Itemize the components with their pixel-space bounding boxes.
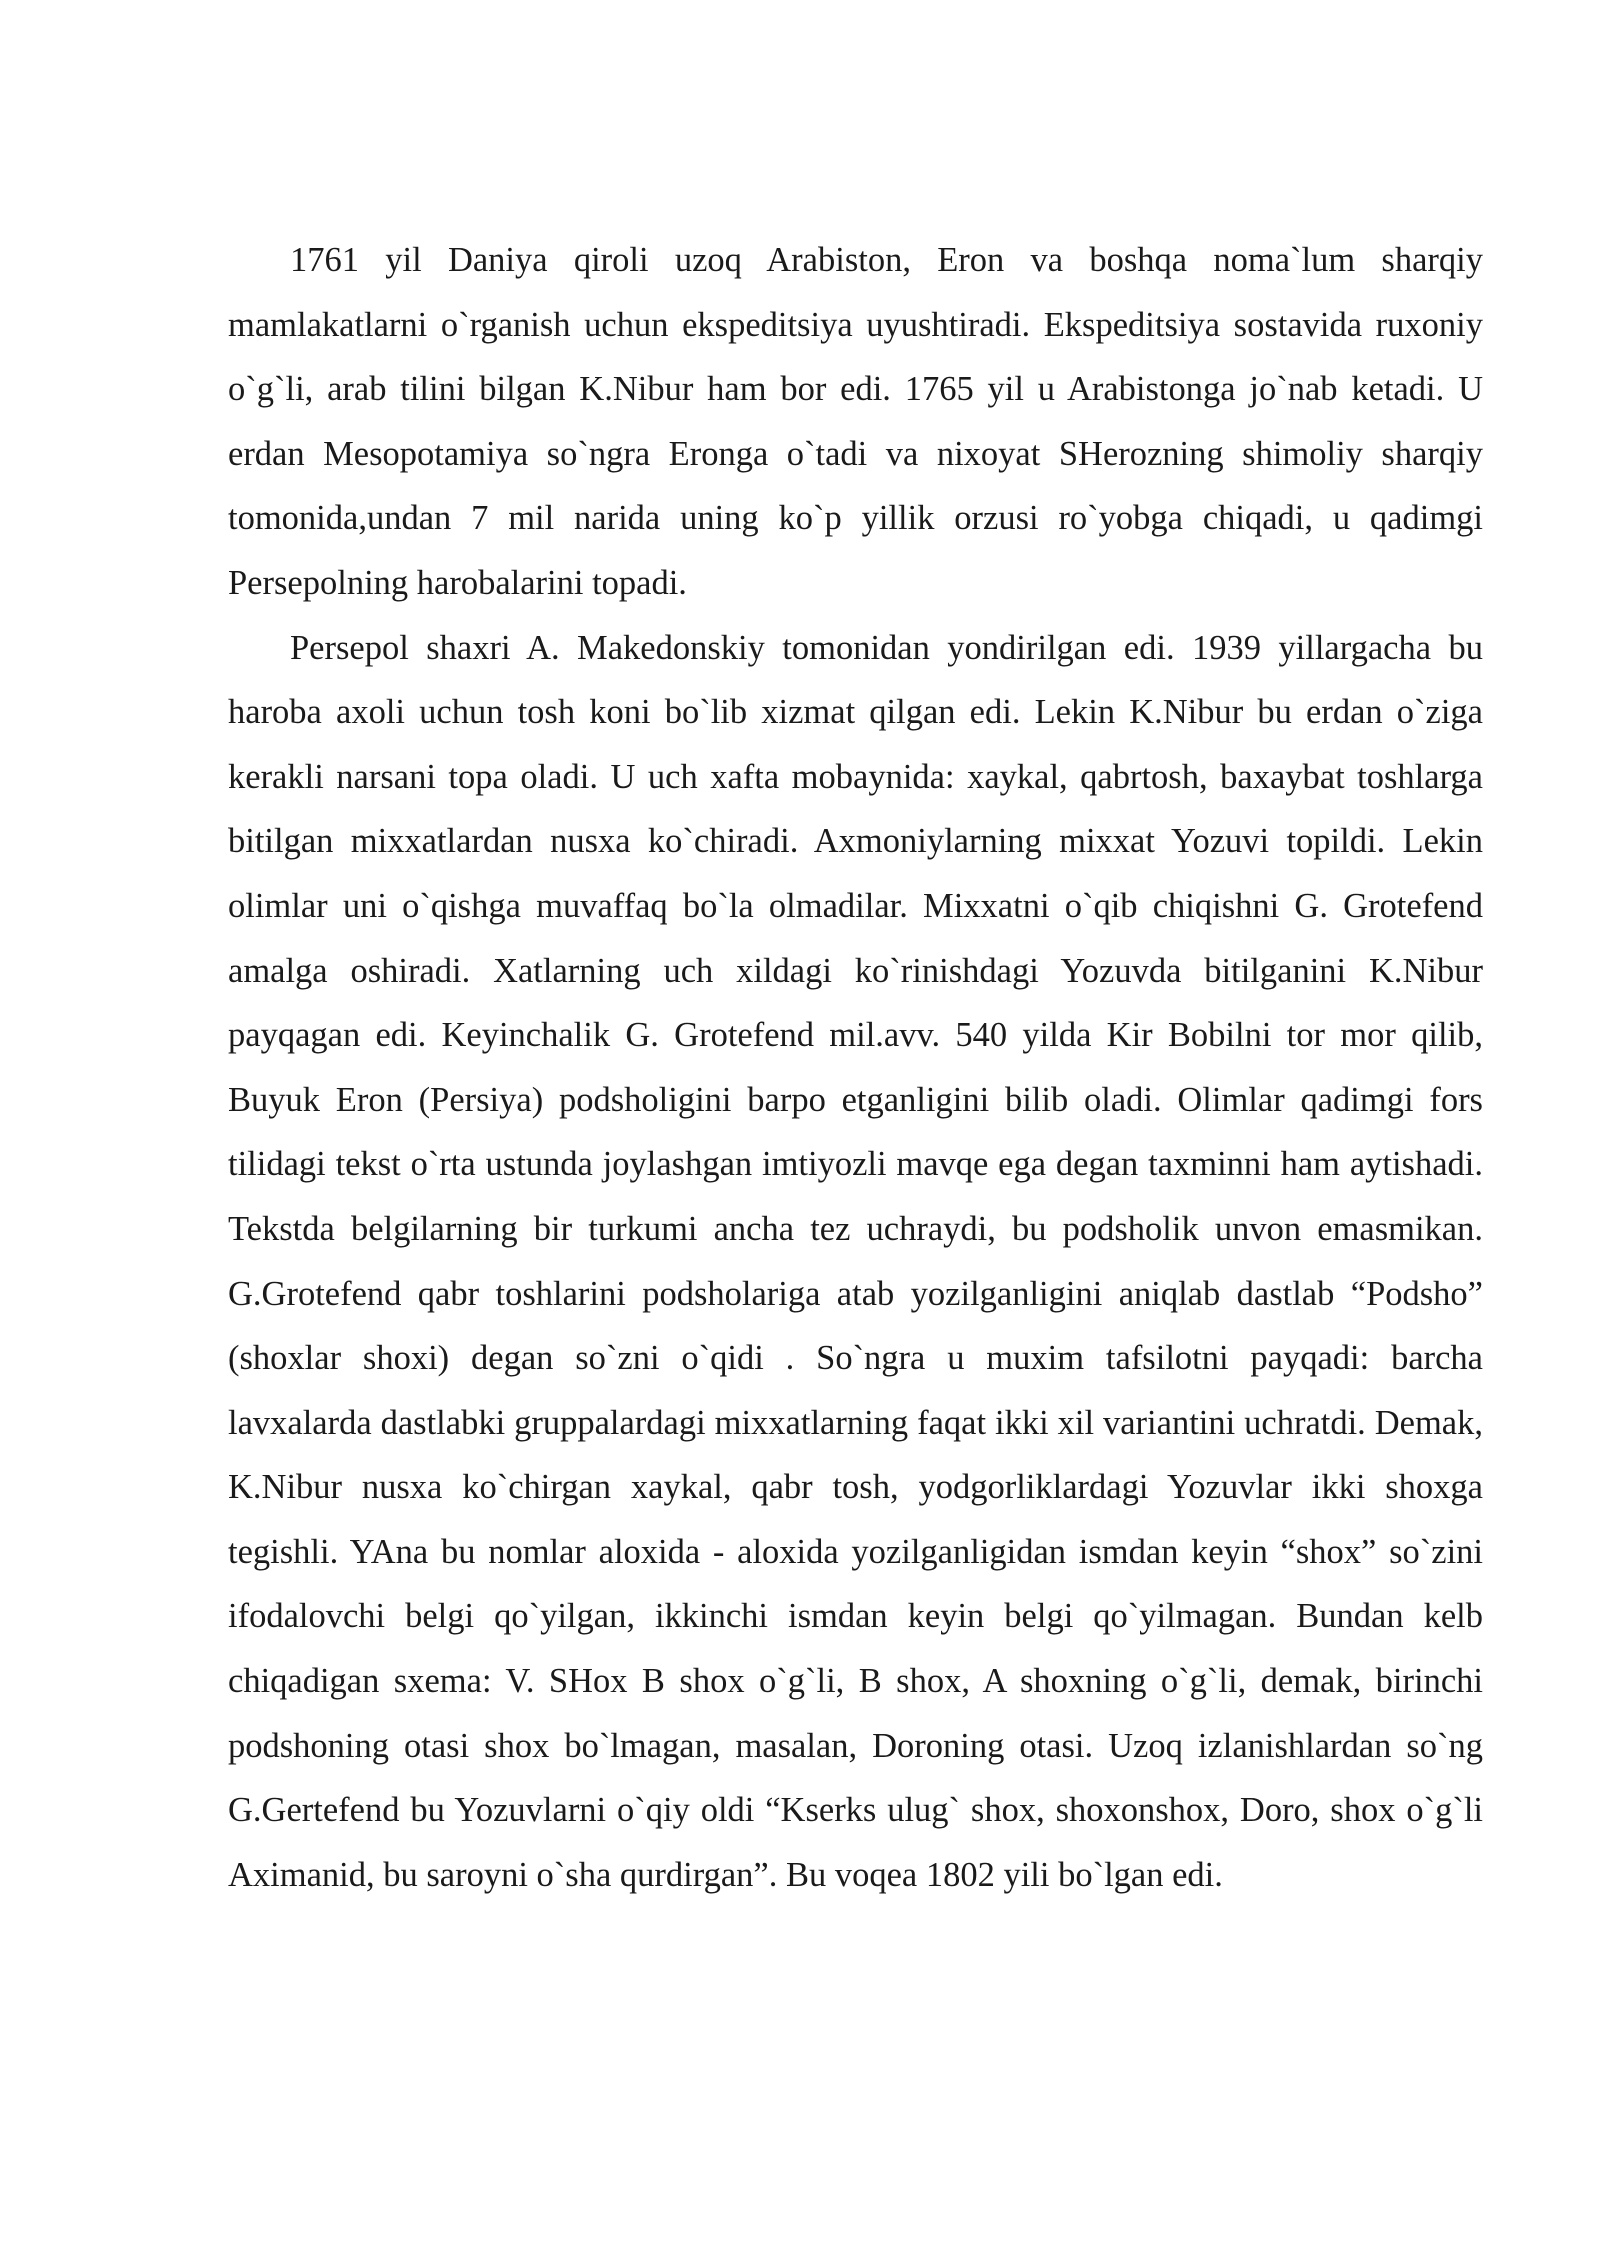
paragraph-persepolis-decipherment: Persepol shaxri A. Makedonskiy tomonidan yondirilgan edi. 1939 yillargacha bu haroba axoli uchun tosh koni bo`lib xizmat qilgan edi. Lekin K.Nibur bu erdan o`ziga kerakli narsani topa oladi. U uch xafta mobaynida: xaykal, qabrtosh, baxaybat toshlarga bitilgan mixxatlardan nusxa ko`chiradi. Axmoniylarning mixxat Yozuvi topildi. Lekin olimlar uni o`qishga muvaffaq bo`la olmadilar. Mixxatni o`qib chiqishni G. Grotefend amalga oshiradi. Xatlarning uch xildagi ko`rinishdagi Yozuvda bitilganini K.Nibur payqagan edi. Keyinchalik G. Grotefend mil.avv. 540 yilda Kir Bobilni tor mor qilib, Buyuk Eron (Persiya) podsholigini barpo etganligini bilib oladi. Olimlar qadimgi fors tilidagi tekst o`rta ustunda joylashgan imtiyozli mavqe ega degan taxminni ham aytishadi. Tekstda belgilarning bir turkumi ancha tez uchraydi, bu podsholik unvon emasmikan. G.Grotefend qabr toshlarini podsholariga atab yozilganligini aniqlab dastlab “Podsho” (shoxlar shoxi) degan so`zni o`qidi . So`ngra u muxim tafsilotni payqadi: barcha lavxalarda dastlabki gruppalardagi mixxatlarning faqat ikki xil variantini uchratdi. Demak, K.Nibur nusxa ko`chirgan xaykal, qabr tosh, yodgorliklardagi Yozuvlar ikki shoxga tegishli. YAna bu nomlar aloxida - aloxida yozilganligidan ismdan keyin “shox” so`zini ifodalovchi belgi qo`yilgan, ikkinchi ismdan keyin belgi qo`yilmagan. Bundan kelb chiqadigan sxema: V. SHox B shox o`g`li, B shox, A shoxning o`g`li, demak, birinchi podshoning otasi shox bo`lmagan, masalan, Doroning otasi. Uzoq izlanishlardan so`ng G.Gertefend bu Yozuvlarni o`qiy oldi “Kserks ulug` shox, shoxonshox, Doro, shox o`g`li Aximanid, bu saroyni o`sha qurdirgan”. Bu voqea 1802 yili bo`lgan edi. — [228, 628, 1483, 1894]
paragraph-niebuhr-expedition: 1761 yil Daniya qiroli uzoq Arabiston, Eron va boshqa noma`lum sharqiy mamlakatlarni o`rganish uchun ekspeditsiya uyushtiradi. Ekspeditsiya sostavida ruxoniy o`g`li, arab tilini bilgan K.Nibur ham bor edi. 1765 yil u Arabistonga jo`nab ketadi. U erdan Mesopotamiya so`ngra Eronga o`tadi va nixoyat SHerozning shimoliy sharqiy tomonida,undan 7 mil narida uning ko`p yillik orzusi ro`yobga chiqadi, u qadimgi Persepolning harobalarini topadi. — [228, 241, 1483, 602]
document-body — [228, 228, 1483, 1907]
